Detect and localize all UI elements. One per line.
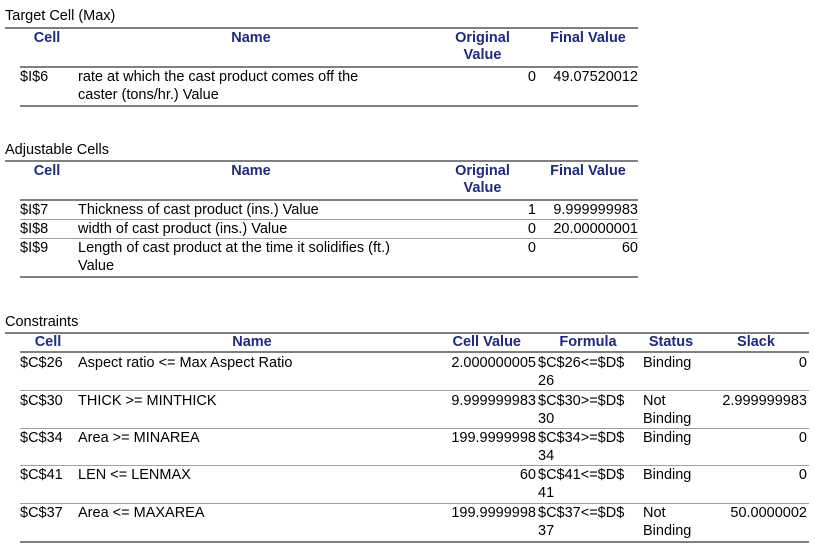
constraint-status-line2: Binding <box>643 411 692 427</box>
constraint-cell-ref: $C$30 <box>20 393 63 409</box>
row-divider <box>20 390 809 391</box>
constraints-header-cell-value: Cell Value <box>452 334 521 350</box>
constraint-cell-value: 199.9999998 <box>451 430 536 446</box>
constraint-cell-value: 2.000000005 <box>451 355 536 371</box>
target-header-cell: Cell <box>33 30 61 46</box>
constraint-cell-ref: $C$34 <box>20 430 63 446</box>
constraint-slack: 0 <box>798 430 807 446</box>
adjustable-name-line2: Value <box>78 258 115 274</box>
constraint-formula-line2: 37 <box>538 523 555 539</box>
constraint-formula-line1: $C$37<=$D$ <box>538 505 625 521</box>
constraint-name: THICK >= MINTHICK <box>78 393 217 409</box>
adjustable-header-final: Final Value <box>550 163 626 179</box>
constraints-bottom-rule <box>20 541 809 543</box>
constraint-formula-line2: 30 <box>538 411 555 427</box>
constraint-formula-line1: $C$41<=$D$ <box>538 467 625 483</box>
target-final-value: 49.07520012 <box>553 69 638 85</box>
constraint-cell-ref: $C$26 <box>20 355 63 371</box>
constraint-name: Area <= MAXAREA <box>78 505 205 521</box>
target-header-final: Final Value <box>550 30 626 46</box>
target-header-name: Name <box>231 30 271 46</box>
constraint-slack: 50.0000002 <box>730 505 807 521</box>
target-name-line2: caster (tons/hr.) Value <box>78 87 219 103</box>
adjustable-name: Thickness of cast product (ins.) Value <box>78 202 319 218</box>
target-name-line1: rate at which the cast product comes off the <box>78 69 359 85</box>
adjustable-header-top-rule <box>5 160 638 162</box>
adjustable-section-title: Adjustable Cells <box>5 142 109 158</box>
constraint-status-line1: Binding <box>643 467 692 483</box>
constraint-status-line1: Not <box>643 393 666 409</box>
adjustable-header-original-1: Original <box>455 163 510 179</box>
constraints-header-cell: Cell <box>34 334 62 350</box>
constraint-status-line2: Binding <box>643 523 692 539</box>
adjustable-name-line1: Length of cast product at the time it solidifies (ft.) <box>78 240 390 256</box>
adjustable-cell-ref: $I$7 <box>20 202 49 218</box>
adjustable-cell-ref: $I$8 <box>20 221 49 237</box>
constraint-name: Area >= MINAREA <box>78 430 200 446</box>
constraint-cell-value: 9.999999983 <box>451 393 536 409</box>
constraint-cell-ref: $C$41 <box>20 467 63 483</box>
constraint-status-line1: Not <box>643 505 666 521</box>
target-original-value: 0 <box>527 69 536 85</box>
constraint-cell-value: 199.9999998 <box>451 505 536 521</box>
adjustable-name: width of cast product (ins.) Value <box>78 221 288 237</box>
constraint-cell-value: 60 <box>519 467 536 483</box>
constraint-formula-line1: $C$30>=$D$ <box>538 393 625 409</box>
constraint-slack: 0 <box>798 467 807 483</box>
constraints-header-slack: Slack <box>737 334 775 350</box>
adjustable-header-cell: Cell <box>33 163 61 179</box>
constraint-formula-line2: 26 <box>538 373 555 389</box>
constraint-cell-ref: $C$37 <box>20 505 63 521</box>
adjustable-bottom-rule <box>20 276 638 278</box>
adjustable-original-value: 0 <box>527 240 536 256</box>
constraint-formula-line1: $C$26<=$D$ <box>538 355 625 371</box>
constraints-header-formula: Formula <box>559 334 617 350</box>
adjustable-final-value: 60 <box>621 240 638 256</box>
constraint-status-line1: Binding <box>643 355 692 371</box>
constraint-formula-line1: $C$34>=$D$ <box>538 430 625 446</box>
adjustable-header-original-2: Value <box>463 180 502 196</box>
target-section-title: Target Cell (Max) <box>5 8 116 24</box>
target-cell-ref: $I$6 <box>20 69 49 85</box>
constraints-header-bottom-rule <box>20 351 809 353</box>
target-header-original-1: Original <box>455 30 510 46</box>
constraints-header-status: Status <box>648 334 694 350</box>
adjustable-original-value: 1 <box>527 202 536 218</box>
constraint-formula-line2: 41 <box>538 485 555 501</box>
constraint-slack: 2.999999983 <box>722 393 807 409</box>
adjustable-header-name: Name <box>231 163 271 179</box>
target-bottom-rule <box>20 105 638 107</box>
constraint-formula-line2: 34 <box>538 448 555 464</box>
constraint-status-line1: Binding <box>643 430 692 446</box>
target-header-top-rule <box>5 27 638 29</box>
constraint-name: LEN <= LENMAX <box>78 467 191 483</box>
adjustable-original-value: 0 <box>527 221 536 237</box>
adjustable-final-value: 20.00000001 <box>553 221 638 237</box>
adjustable-final-value: 9.999999983 <box>553 202 638 218</box>
constraints-header-name: Name <box>232 334 272 350</box>
constraint-name: Aspect ratio <= Max Aspect Ratio <box>78 355 293 371</box>
constraints-section-title: Constraints <box>5 314 79 330</box>
target-header-original-2: Value <box>463 47 502 63</box>
constraint-slack: 0 <box>798 355 807 371</box>
adjustable-cell-ref: $I$9 <box>20 240 49 256</box>
